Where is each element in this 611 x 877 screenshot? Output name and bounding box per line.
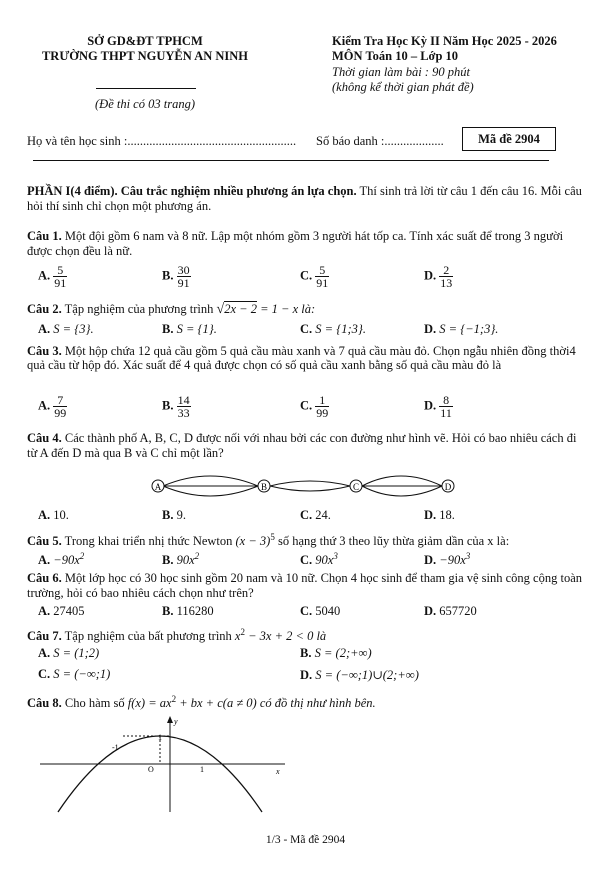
part1-heading [27, 184, 587, 214]
question-text: Các thành phố A, B, C, D được nối với nhau bởi các con đường như hình vẽ. Hỏi có bao nhiêu cách đi từ A đến D mà qua B và C chỉ một lần? [27, 431, 577, 460]
time-limit: Thời gian làm bài : 90 phút [332, 65, 470, 79]
road-cd-1 [362, 476, 442, 486]
q7-option-d[interactable]: D. S = (−∞;1)∪(2;+∞) [300, 668, 419, 682]
question-text: Một hộp chứa 12 quả cầu gồm 5 quả cầu màu xanh và 7 quả cầu màu đỏ. Chọn ngẫu nhiên đồng thời4 quả cầu từ hộp đó. Xác suất để 4 quả được chọn có số quả cầu xanh bằng số quả cầu màu đỏ là [27, 344, 576, 372]
q6-option-c[interactable]: C. 5040 [300, 604, 341, 618]
question-text: Một lớp học có 30 học sinh gồm 20 nam và 10 nữ. Chọn 4 học sinh để tham gia vệ sinh công cộng toàn trường, hỏi có bao nhiêu cách chọn như trên? [27, 571, 582, 600]
math-exponent: 2 [171, 694, 177, 704]
question-text: Tập nghiệm của phương trình [61, 302, 217, 316]
q6-option-d[interactable]: D. 657720 [424, 604, 477, 618]
road-bc-2 [270, 486, 350, 491]
pages-note: (Đề thi có 03 trang) [95, 97, 195, 111]
q7-option-c[interactable]: C. S = (−∞;1) [38, 667, 111, 681]
question-label: Câu 5. [27, 534, 62, 549]
math-exponent: 2 [240, 627, 245, 637]
node-d-label: D [444, 482, 452, 492]
q5-option-d[interactable]: D. $-90x^3$ [424, 551, 471, 568]
header-divider [96, 88, 196, 89]
math-expr: x [234, 629, 241, 644]
math-exponent: 5 [270, 532, 275, 542]
q2-option-b[interactable]: B. S = {1}. [162, 322, 217, 336]
question-label: Câu 1. [27, 229, 62, 243]
q3-option-b[interactable]: B. $\frac{14}{33}$ [162, 393, 190, 420]
q1-option-b[interactable]: B. $\frac{30}{91}$ [162, 263, 190, 290]
dept-name: SỞ GD&ĐT TPHCM [87, 34, 203, 48]
q3-option-a[interactable]: A. $\frac{7}{99}$ [38, 393, 67, 420]
tick-pos1: 1 [200, 765, 204, 774]
question-text: Một đội gồm 6 nam và 8 nữ. Lập một nhóm gồm 3 người hát tốp ca. Tính xác suất để trong 3 người được chọn đều là nữ. [27, 229, 564, 258]
math-expr: (x − 3) [235, 534, 271, 549]
q4-option-c[interactable]: C. 24. [300, 508, 331, 522]
road-bc-1 [270, 481, 350, 486]
city-roads-diagram [150, 470, 460, 502]
math-expr: f(x) = ax [127, 696, 172, 711]
question-text: Cho hàm số [61, 696, 128, 711]
question-8 [27, 692, 587, 711]
question-label: Câu 8. [27, 696, 62, 711]
part1-title: PHẦN I(4 điểm). Câu trắc nghiệm nhiều phương án lựa chọn. [27, 184, 357, 198]
question-5 [27, 530, 587, 549]
q4-option-b[interactable]: B. 9. [162, 508, 186, 522]
question-label: Câu 2. [27, 302, 62, 316]
q1-option-c[interactable]: C. $\frac{5}{91}$ [300, 263, 329, 290]
question-6 [27, 571, 587, 601]
q2-option-a[interactable]: A. S = {3}. [38, 322, 94, 336]
question-1 [27, 229, 587, 259]
question-3 [27, 344, 587, 372]
q2-option-c[interactable]: C. S = {1;3}. [300, 322, 367, 336]
question-text: số hạng thứ 3 theo lũy thừa giảm dần của x là: [274, 534, 510, 549]
q4-option-d[interactable]: D. 18. [424, 508, 455, 522]
q6-option-a[interactable]: A. 27405 [38, 604, 85, 618]
question-label: Câu 6. [27, 571, 62, 585]
q2-option-d[interactable]: D. S = {−1;3}. [424, 322, 499, 336]
q6-option-b[interactable]: B. 116280 [162, 604, 214, 618]
node-b-label: B [260, 482, 268, 492]
q1-option-d[interactable]: D. $\frac{2}{13}$ [424, 263, 453, 290]
question-label: Câu 7. [27, 629, 62, 644]
question-text: Trong khai triển nhị thức Newton [61, 534, 236, 549]
q7-option-b[interactable]: B. S = (2;+∞) [300, 646, 372, 660]
q1-option-a[interactable]: A. $\frac{5}{91}$ [38, 263, 67, 290]
q3-option-c[interactable]: C. $\frac{1}{99}$ [300, 393, 329, 420]
question-label: Câu 4. [27, 431, 62, 445]
road-ab-3 [163, 486, 258, 496]
question-text: − 3x + 2 < 0 là [244, 629, 327, 644]
question-7 [27, 625, 587, 644]
road-ab-1 [163, 476, 258, 486]
parabola-graph [40, 714, 300, 814]
origin-label: O [148, 765, 154, 774]
q5-option-a[interactable]: A. $-90x^2$ [38, 551, 85, 568]
node-c-label: C [352, 482, 360, 492]
q5-option-c[interactable]: C. $90x^3$ [300, 551, 338, 568]
q3-option-d[interactable]: D. $\frac{8}{11}$ [424, 393, 452, 420]
y-axis-arrow [167, 716, 173, 723]
q5-option-b[interactable]: B. $90x^2$ [162, 551, 200, 568]
time-note: (không kể thời gian phát đề) [332, 80, 474, 94]
student-id-field[interactable]: Số báo danh :................... [316, 134, 444, 148]
subject: MÔN Toán 10 – Lớp 10 [332, 49, 459, 63]
question-2: Câu 2. Tập nghiệm của phương trình √2x − 2 = 1 − x là: [27, 302, 316, 317]
question-text: = 1 − x là: [256, 302, 316, 316]
part1-instructions: Thí sinh trả lời từ câu 1 đến câu 16. Mỗi câu hỏi thí sinh chỉ chọn một phương án. [27, 184, 582, 213]
school-name: TRƯỜNG THPT NGUYỄN AN NINH [41, 49, 249, 63]
question-text: Tập nghiệm của bất phương trình [61, 629, 235, 644]
y-axis-label: y [174, 717, 178, 726]
student-name-field[interactable]: Họ và tên học sinh :...................................................... [27, 134, 297, 148]
tick-y1: 1 [158, 733, 162, 742]
info-divider [33, 160, 549, 161]
radical-expr: 2x − 2 [224, 302, 257, 316]
question-text: + bx + c(a ≠ 0) có đồ thị như hình bên. [176, 696, 376, 711]
page-footer: 1/3 - Mã đề 2904 [265, 834, 346, 846]
node-a-label: A [154, 482, 162, 492]
tick-neg1: -1 [112, 743, 119, 752]
q4-option-a[interactable]: A. 10. [38, 508, 69, 522]
question-4 [27, 431, 587, 461]
q7-option-a[interactable]: A. S = (1;2) [38, 646, 100, 660]
parabola-curve [58, 736, 262, 812]
exam-title: Kiểm Tra Học Kỳ II Năm Học 2025 - 2026 [332, 34, 557, 48]
question-label: Câu 3. [27, 344, 62, 358]
x-axis-label: x [276, 767, 280, 776]
road-cd-3 [362, 486, 442, 496]
exam-code-box: Mã đề 2904 [462, 127, 556, 151]
